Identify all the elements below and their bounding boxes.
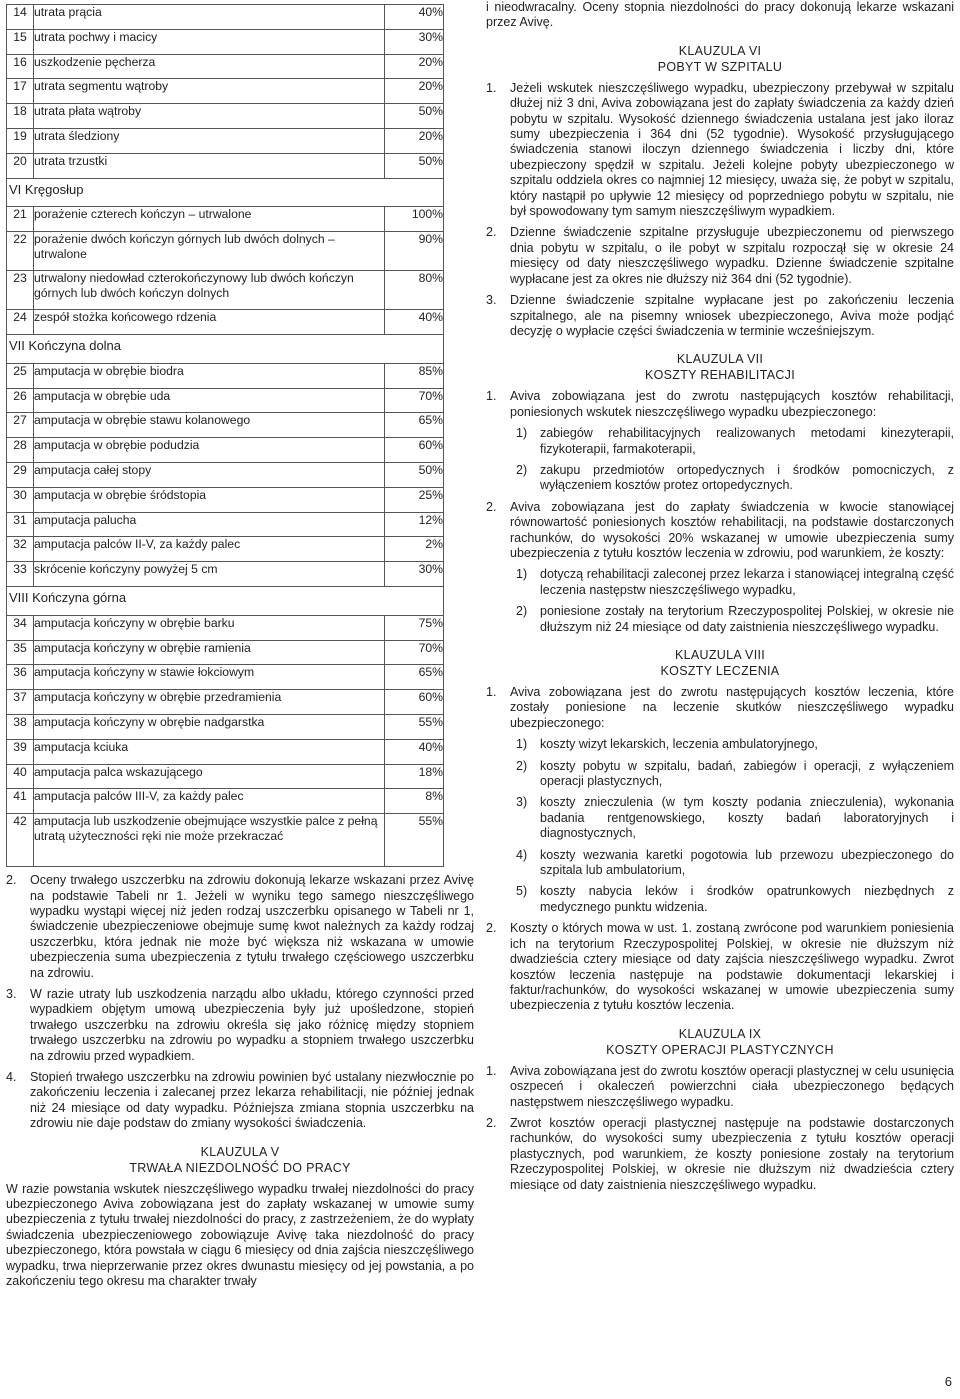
sub-item-text: koszty nabycia leków i środków opatrunkowych niezbędnych z medycznego punktu widzenia. (540, 884, 954, 914)
sub-item (486, 795, 954, 841)
item-text: Jeżeli wskutek nieszczęśliwego wypadku, ubezpieczony przebywał w szpitalu dłużej niż 3 dni, Aviva zobowiązana jest do zapłaty świadczenia za każdy dzień pobytu w szpitalu. Wysokość dziennego świadczenia ustalana jest jako iloraz sumy ubezpieczenia i 364 dni (52 tygodnie). Wysokość przysługującego świadczenia stanowi iloczyn dziennego świadczenia i liczby dni, które ubezpieczony spędził w szpitalu. Jeżeli kolejne pobyty ubezpieczonego w szpitalu oddziela okres co najmniej 12 miesięcy, uważa się, że pobyt w szpitalu, który nastąpił po upływie 12 miesięcy od poprzedniego pobytu w szpitalu, nie był spowodowany tym samym nieszczęśliwym wypadkiem. (510, 80, 954, 219)
row-description: amputacja w obrębie biodra (34, 363, 385, 388)
row-percentage: 55% (385, 714, 444, 739)
table-row (7, 814, 444, 867)
clause-item (486, 685, 954, 731)
row-number: 41 (7, 789, 34, 814)
item-number: 1. (486, 685, 497, 699)
row-number: 31 (7, 512, 34, 537)
row-number: 18 (7, 104, 34, 129)
row-description: utrata pochwy i macicy (34, 29, 385, 54)
sub-item (486, 567, 954, 598)
row-percentage: 75% (385, 615, 444, 640)
item-number: 2. (486, 225, 497, 240)
row-description: amputacja lub uszkodzenie obejmujące wszystkie palce z pełną utratą użyteczności ręki nie może przekraczać (34, 814, 385, 867)
row-percentage: 65% (385, 665, 444, 690)
clause-item (486, 225, 954, 287)
row-description: amputacja w obrębie uda (34, 388, 385, 413)
row-percentage: 2% (385, 537, 444, 562)
row-number: 35 (7, 640, 34, 665)
table-section-row (7, 586, 444, 615)
row-percentage: 40% (385, 5, 444, 30)
clause-subtitle: TRWAŁA NIEZDOLNOŚĆ DO PRACY (129, 1160, 351, 1175)
item-text: Aviva zobowiązana jest do zwrotu kosztów operacji plastycznej w celu usunięcia oszpeceń i okaleczeń powierzchni ciała ubezpieczonego będących następstwem nieszczęśliwego wypadku. (510, 1063, 954, 1109)
sub-item (486, 884, 954, 915)
row-number: 15 (7, 29, 34, 54)
row-description: amputacja kończyny w obrębie przedramienia (34, 690, 385, 715)
sub-item-number: 1) (516, 426, 528, 441)
row-percentage: 70% (385, 388, 444, 413)
table-row (7, 789, 444, 814)
sub-item (486, 426, 954, 457)
row-number: 23 (7, 271, 34, 310)
table-row (7, 739, 444, 764)
sub-item-number: 5) (516, 884, 528, 899)
item-number: 1. (486, 1063, 497, 1078)
right-column (486, 0, 954, 1193)
row-percentage: 30% (385, 29, 444, 54)
clause-title: KLAUZULA IX (678, 1026, 762, 1041)
table-row (7, 562, 444, 587)
row-number: 30 (7, 487, 34, 512)
row-number: 38 (7, 714, 34, 739)
sub-item-number: 2) (516, 758, 528, 773)
row-description: amputacja palucha (34, 512, 385, 537)
sub-item-number: 2) (516, 462, 528, 477)
row-description: amputacja w obrębie podudzia (34, 438, 385, 463)
section-title: VI Kręgosłup (7, 178, 444, 207)
row-percentage: 85% (385, 363, 444, 388)
table-row (7, 363, 444, 388)
clause-title: KLAUZULA VI (678, 43, 762, 58)
row-percentage: 50% (385, 462, 444, 487)
clause-subtitle: KOSZTY LECZENIA (660, 664, 780, 678)
row-description: porażenie czterech kończyn – utrwalone (34, 207, 385, 232)
row-description: utrata trzustki (34, 153, 385, 178)
section-title: VII Kończyna dolna (7, 334, 444, 363)
clause-item (486, 1116, 954, 1193)
sub-item-text: poniesione zostały na terytorium Rzeczypospolitej Polskiej, w okresie nie dłuższym niż 24 miesiące od daty zaistnienia nieszczęśliwego wypadku. (540, 604, 954, 634)
sub-item-number: 1) (516, 567, 528, 582)
table-row (7, 665, 444, 690)
row-number: 16 (7, 54, 34, 79)
page-number: 6 (944, 1374, 952, 1389)
row-percentage: 55% (385, 814, 444, 867)
table-row (7, 462, 444, 487)
row-percentage: 65% (385, 413, 444, 438)
row-number: 24 (7, 310, 34, 335)
row-description: uszkodzenie pęcherza (34, 54, 385, 79)
item-text: Zwrot kosztów operacji plastycznej następuje na podstawie dostarczonych rachunków, do wysokości sumy ubezpieczenia z tytułu kosztów operacji plastycznych, pod warunkiem, że koszty poniesione zostały na terytorium Rzeczypospolitej Polskiej, w okresie nie dłuższym niż dwadzieścia cztery miesiące od daty zaistnienia nieszczęśliwego wypadku. (510, 1115, 954, 1192)
clause-subtitle: KOSZTY OPERACJI PLASTYCZNYCH (606, 1042, 834, 1057)
table-row (7, 207, 444, 232)
left-paragraphs (6, 873, 474, 1132)
item-number: 2. (486, 1115, 497, 1130)
row-percentage: 50% (385, 104, 444, 129)
sub-item-text: koszty znieczulenia (w tym koszty podania znieczulenia), wykonania badania rentgenowskiego, koszty badań laboratoryjnych i diagnostycznych, (540, 795, 954, 841)
item-number: 3. (486, 293, 497, 308)
row-description: porażenie dwóch kończyn górnych lub dwóch dolnych – utrwalone (34, 232, 385, 271)
row-description: amputacja całej stopy (34, 462, 385, 487)
row-percentage: 8% (385, 789, 444, 814)
clause-title: KLAUZULA VII (676, 352, 764, 367)
table-row (7, 153, 444, 178)
table-row (7, 764, 444, 789)
row-description: amputacja kciuka (34, 739, 385, 764)
row-percentage: 50% (385, 153, 444, 178)
row-number: 28 (7, 438, 34, 463)
clause-title: KLAUZULA VIII (674, 648, 766, 662)
row-description: utrata prącia (34, 5, 385, 30)
row-number: 17 (7, 79, 34, 104)
sub-item-text: dotyczą rehabilitacji zaleconej przez lekarza i stanowiącej integralną część leczenia następstw nieszczęśliwego wypadku, (540, 567, 954, 597)
row-description: utrwalony niedowład czterokończynowy lub dwóch kończyn górnych lub dwóch kończyn dolnych (34, 271, 385, 310)
table-row (7, 690, 444, 715)
left-column (6, 4, 474, 1289)
table-row (7, 487, 444, 512)
row-percentage: 40% (385, 739, 444, 764)
row-number: 25 (7, 363, 34, 388)
row-percentage: 20% (385, 79, 444, 104)
sub-item (486, 737, 954, 752)
sub-item (486, 848, 954, 879)
table-row (7, 29, 444, 54)
row-number: 37 (7, 690, 34, 715)
row-number: 32 (7, 537, 34, 562)
row-percentage: 100% (385, 207, 444, 232)
sub-item-text: koszty wizyt lekarskich, leczenia ambulatoryjnego, (540, 737, 818, 752)
table-row (7, 438, 444, 463)
row-number: 42 (7, 814, 34, 867)
row-description: amputacja w obrębie stawu kolanowego (34, 413, 385, 438)
table-row (7, 128, 444, 153)
section-title: VIII Kończyna górna (7, 586, 444, 615)
item-number: 1. (486, 80, 497, 95)
table-row (7, 232, 444, 271)
table-row (7, 5, 444, 30)
row-number: 39 (7, 739, 34, 764)
row-description: amputacja palca wskazującego (34, 764, 385, 789)
table-row (7, 537, 444, 562)
row-description: amputacja kończyny w stawie łokciowym (34, 665, 385, 690)
sub-item-number: 2) (516, 604, 528, 619)
item-text: Dzienne świadczenie szpitalne wypłacane jest po zakończeniu leczenia szpitalnego, ale na pisemny wniosek ubezpieczonego, Aviva może podjąć decyzję o wypłacie części świadczenia w terminie wcześniejszym. (510, 293, 954, 338)
paragraph-text: Stopień trwałego uszczerbku na zdrowiu powinien być ustalany niezwłocznie po zakończeniu leczenia i zalecanej przez lekarza rehabilitacji, nie później jednak niż 24 miesiące od daty wypadku. Późniejsza zmiana stopnia uszczerbku na zdrowiu nie daje podstaw do zmiany wysokości świadczenia. (30, 1069, 474, 1131)
clause-item (486, 293, 954, 339)
clause-title: KLAUZULA V (200, 1144, 280, 1159)
row-description: amputacja kończyny w obrębie nadgarstka (34, 714, 385, 739)
paragraph-text: W razie utraty lub uszkodzenia narządu albo układu, którego czynności przed wypadkiem objętym umową ubezpieczenia były już upośledzone, stopień trwałego uszczerbku na zdrowiu określa się jako różnicę między stopniem trwałego uszczerbku na zdrowiu po wypadku a stopniem trwałego uszczerbku na zdrowiu przed wypadkiem. (30, 986, 474, 1063)
row-number: 22 (7, 232, 34, 271)
clause-item (486, 500, 954, 562)
sub-item (486, 604, 954, 635)
row-number: 40 (7, 764, 34, 789)
clause-text: W razie powstania wskutek nieszczęśliwego wypadku trwałej niezdolności do pracy ubezpieczonego Aviva zobowiązana jest do zapłaty wskazanej w umowie sumy ubezpieczenia z tytułu trwałej niezdolności do pracy, z zastrzeżeniem, że do wypłaty świadczenia ubezpieczeniowego zobowiązuje Avivę taka niezdolność do pracy ubezpieczonego, która powstała w ciągu 6 miesięcy od dnia zajścia nieszczęśliwego wypadku, trwa nieprzerwanie przez okres dwunastu miesięcy od jej powstania, a po zakończeniu tego okresu ma charakter trwały (6, 1181, 474, 1289)
row-description: utrata płata wątroby (34, 104, 385, 129)
row-percentage: 25% (385, 487, 444, 512)
row-number: 27 (7, 413, 34, 438)
table-row (7, 54, 444, 79)
paragraph-number: 4. (6, 1069, 17, 1084)
sub-item-text: koszty pobytu w szpitalu, badań, zabiegów i operacji, z wyłączeniem operacji plastycznych, (540, 758, 954, 789)
row-number: 33 (7, 562, 34, 587)
continuation-text: i nieodwracalny. Oceny stopnia niezdolności do pracy dokonują lekarze wskazani przez Avivę. (486, 0, 954, 30)
row-percentage: 60% (385, 690, 444, 715)
row-number: 14 (7, 5, 34, 30)
clause-item (486, 389, 954, 420)
disability-table (6, 4, 444, 867)
sub-item-text: zabiegów rehabilitacyjnych realizowanych metodami kinezyterapii, fizykoterapii, farmakoterapii, (540, 426, 954, 456)
row-description: utrata segmentu wątroby (34, 79, 385, 104)
row-number: 20 (7, 153, 34, 178)
row-number: 26 (7, 388, 34, 413)
row-number: 19 (7, 128, 34, 153)
clause-8 (486, 647, 954, 1014)
table-row (7, 413, 444, 438)
table-row (7, 271, 444, 310)
row-description: zespół stożka końcowego rdzenia (34, 310, 385, 335)
clauses (486, 43, 954, 1193)
sub-item-text: koszty wezwania karetki pogotowia lub przewozu ubezpieczonego do szpitala lub ambulatorium, (540, 847, 954, 878)
item-text: Aviva zobowiązana jest do zapłaty świadczenia w kwocie stanowiącej równowartość poniesionych kosztów rehabilitacji, na podstawie dostarczonych rachunków, do wysokości 20% wskazanej w umowie ubezpieczenia sumy ubezpieczenia z tytułu kosztów leczenia w zdrowiu, pod warunkiem, że koszty: (510, 499, 954, 560)
row-description: amputacja kończyny w obrębie barku (34, 615, 385, 640)
item-text: Aviva zobowiązana jest do zwrotu następujących kosztów leczenia, które zostały poniesione na leczenie skutków nieszczęśliwego wypadku ubezpieczonego: (510, 685, 954, 730)
row-percentage: 20% (385, 128, 444, 153)
row-percentage: 40% (385, 310, 444, 335)
row-percentage: 80% (385, 271, 444, 310)
item-text: Koszty o których mowa w ust. 1. zostaną zwrócone pod warunkiem poniesienia ich na terytorium Rzeczypospolitej Polskiej, w okresie nie dłuższym niż dwadzieścia cztery miesiące od daty zajścia nieszczęśliwego wypadku. Zwrot kosztów leczenia następuje na podstawie dokumentacji lekarskiej i faktur/rachunków, do wysokości wskazanej w umowie ubezpieczenia sumy ubezpieczenia z tytułu kosztów leczenia. (510, 921, 954, 1013)
numbered-paragraph (6, 987, 474, 1064)
row-number: 34 (7, 615, 34, 640)
table-row (7, 512, 444, 537)
item-text: Aviva zobowiązana jest do zwrotu następujących kosztów rehabilitacji, poniesionych wskutek nieszczęśliwego wypadku ubezpieczonego: (510, 389, 954, 419)
clause-subtitle: KOSZTY REHABILITACJI (644, 368, 795, 383)
table-row (7, 79, 444, 104)
paragraph-number: 2. (6, 873, 17, 888)
row-description: amputacja w obrębie śródstopia (34, 487, 385, 512)
row-percentage: 60% (385, 438, 444, 463)
table-row (7, 388, 444, 413)
row-percentage: 30% (385, 562, 444, 587)
row-description: amputacja palców III-V, za każdy palec (34, 789, 385, 814)
table-row (7, 615, 444, 640)
item-text: Dzienne świadczenie szpitalne przysługuje ubezpieczonemu od pierwszego dnia pobytu w szpitalu, o ile pobyt w szpitalu rozpoczął się w okresie 24 miesięcy od daty nieszczęśliwego wypadku. Dzienne świadczenie szpitalne wypłacane jest za okres nie dłuższy niż 364 dni (52 tygodnie). (510, 225, 954, 286)
table-row (7, 714, 444, 739)
sub-item (486, 463, 954, 494)
clause-subtitle: POBYT W SZPITALU (657, 59, 783, 74)
item-number: 2. (486, 499, 497, 514)
item-number: 1. (486, 389, 497, 404)
row-percentage: 12% (385, 512, 444, 537)
sub-item-text: zakupu przedmiotów ortopedycznych i środków pomocniczych, z wyłączeniem kosztów protez ortopedycznych. (540, 462, 954, 493)
item-number: 2. (486, 921, 497, 936)
row-percentage: 70% (385, 640, 444, 665)
clause-7 (486, 351, 954, 635)
table-section-row (7, 334, 444, 363)
clause-5 (6, 1144, 474, 1290)
sub-item-number: 4) (516, 847, 528, 862)
row-percentage: 18% (385, 764, 444, 789)
table-row (7, 310, 444, 335)
row-number: 21 (7, 207, 34, 232)
row-percentage: 90% (385, 232, 444, 271)
row-description: utrata śledziony (34, 128, 385, 153)
paragraph-number: 3. (6, 986, 17, 1001)
table-section-row (7, 178, 444, 207)
table-row (7, 104, 444, 129)
sub-item-number: 1) (516, 737, 528, 752)
clause-6 (486, 43, 954, 340)
clause-9 (486, 1026, 954, 1193)
table-row (7, 640, 444, 665)
clause-item (486, 921, 954, 1013)
row-description: amputacja palców II-V, za każdy palec (34, 537, 385, 562)
sub-item (486, 759, 954, 790)
numbered-paragraph (6, 1070, 474, 1132)
row-percentage: 20% (385, 54, 444, 79)
row-number: 36 (7, 665, 34, 690)
row-number: 29 (7, 462, 34, 487)
row-description: amputacja kończyny w obrębie ramienia (34, 640, 385, 665)
row-description: skrócenie kończyny powyżej 5 cm (34, 562, 385, 587)
numbered-paragraph (6, 873, 474, 981)
paragraph-text: Oceny trwałego uszczerbku na zdrowiu dokonują lekarze wskazani przez Avivę na podstawie Tabeli nr 1. Jeżeli w wyniku tego samego nieszczęśliwego wypadku wystąpi więcej niż jeden rodzaj uszczerbku opisanego w Tabeli nr 1, świadczenie ubezpieczeniowe obejmuje sumę kwot należnych za każdy rodzaj uszczerbku, która jednak nie może być większa niż wskazana w umowie ubezpieczenia suma ubezpieczenia z tytułu trwałego częściowego uszczerbku na zdrowiu. (30, 873, 474, 980)
clause-item (486, 81, 954, 220)
clause-item (486, 1064, 954, 1110)
sub-item-number: 3) (516, 795, 528, 810)
